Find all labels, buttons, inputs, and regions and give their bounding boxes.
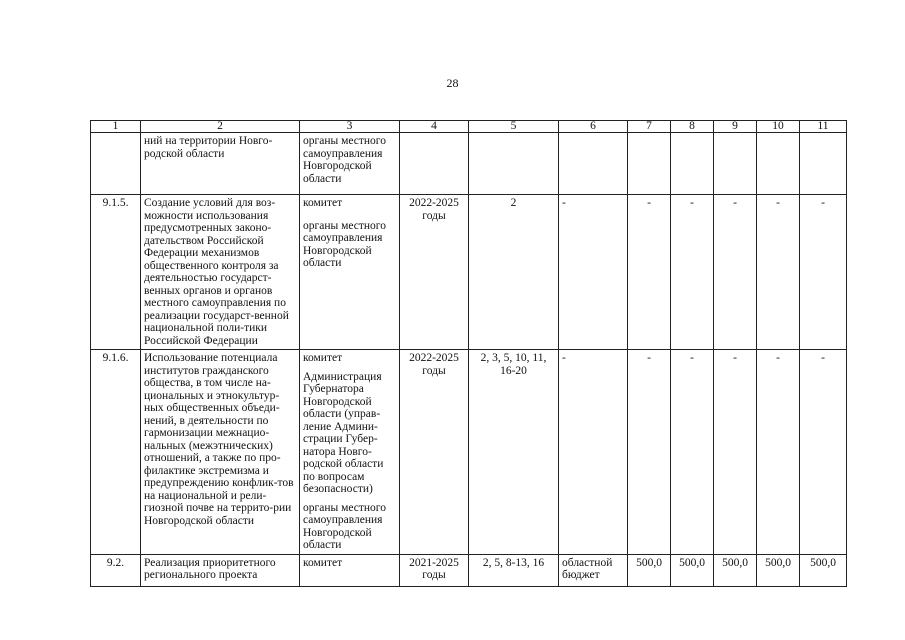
- funding-amount: 500,0: [800, 554, 847, 586]
- funding-amount: -: [671, 195, 714, 350]
- period: 2022-2025 годы: [400, 195, 469, 350]
- table-row: [91, 133, 847, 195]
- funding-source: -: [559, 195, 628, 350]
- funding-amount: 500,0: [671, 554, 714, 586]
- executor: комитет: [303, 352, 343, 364]
- funding-amount: -: [757, 195, 800, 350]
- period: [400, 133, 469, 195]
- item-number: 9.1.6.: [91, 350, 141, 555]
- column-number: 11: [800, 121, 847, 133]
- period: 2022-2025 годы: [400, 350, 469, 555]
- target-indicators: 2: [469, 195, 559, 350]
- funding-amount: 500,0: [714, 554, 757, 586]
- funding-amount: -: [628, 195, 671, 350]
- table-row: [91, 350, 847, 555]
- column-number: 10: [757, 121, 800, 133]
- funding-amount: [628, 133, 671, 195]
- item-number: 9.2.: [91, 554, 141, 586]
- executor-cell: [300, 195, 400, 350]
- funding-amount: 500,0: [757, 554, 800, 586]
- period: 2021-2025 годы: [400, 554, 469, 586]
- funding-amount: [671, 133, 714, 195]
- funding-amount: -: [800, 350, 847, 555]
- event-description: ний на территории Новго-родской области: [141, 133, 300, 195]
- column-number: 8: [671, 121, 714, 133]
- executor: органы местного самоуправления Новгородской области: [303, 135, 386, 185]
- executor: комитет: [303, 556, 343, 569]
- column-number: 1: [91, 121, 141, 133]
- funding-amount: -: [628, 350, 671, 555]
- funding-amount: [757, 133, 800, 195]
- funding-source: -: [559, 350, 628, 555]
- column-number: 6: [559, 121, 628, 133]
- activity-plan-table: [90, 120, 847, 587]
- page-number: 28: [446, 76, 459, 90]
- executor: органы местного самоуправления Новгородской области: [303, 219, 386, 269]
- event-description: Создание условий для воз-можности использования предусмотренных законо-дательством Российской Федерации механизмов общественного контроля за деятельностью государст-венных органов и органов местного самоуправления по реализации государст-венной национальной поли-тики Российской Федерации: [141, 195, 300, 350]
- item-number: 9.1.5.: [91, 195, 141, 350]
- table-row: [91, 195, 847, 350]
- target-indicators: 2, 5, 8-13, 16: [469, 554, 559, 586]
- table-row: [91, 554, 847, 586]
- executor-cell: [300, 133, 400, 195]
- executor: комитет: [303, 197, 343, 209]
- item-number: [91, 133, 141, 195]
- target-indicators: 2, 3, 5, 10, 11, 16-20: [469, 350, 559, 555]
- funding-amount: -: [714, 195, 757, 350]
- funding-amount: -: [714, 350, 757, 555]
- funding-amount: 500,0: [628, 554, 671, 586]
- executor: Администрация Губернатора Новгородской области (управ-ление Админи-страции Губер-натора Новго-родской области по вопросам безопасности): [303, 370, 384, 495]
- executor: органы местного самоуправления Новгородской области: [303, 501, 386, 551]
- funding-amount: [800, 133, 847, 195]
- executor-cell: [300, 350, 400, 555]
- column-number: 9: [714, 121, 757, 133]
- column-number: 7: [628, 121, 671, 133]
- funding-amount: -: [671, 350, 714, 555]
- column-number: 4: [400, 121, 469, 133]
- target-indicators: [469, 133, 559, 195]
- event-description: Использование потенциала институтов гражданского общества, в том числе на-циональных и этнокультур-ных общественных объеди-нений, в деятельности по гармонизации межнацио-нальных (межэтнических) отношений, а также по про-филактике экстремизма и предупреждению конфлик-тов на национальной и рели-гиозной почве на террито-рии Новгородской области: [141, 350, 300, 555]
- funding-source: [559, 133, 628, 195]
- event-description: Реализация приоритетного регионального проекта: [141, 554, 300, 586]
- column-number: 2: [141, 121, 300, 133]
- funding-amount: [714, 133, 757, 195]
- column-number: 5: [469, 121, 559, 133]
- funding-amount: -: [757, 350, 800, 555]
- column-number: 3: [300, 121, 400, 133]
- funding-amount: -: [800, 195, 847, 350]
- column-number-row: [91, 121, 847, 133]
- executor-cell: [300, 554, 400, 586]
- funding-source: областной бюджет: [559, 554, 628, 586]
